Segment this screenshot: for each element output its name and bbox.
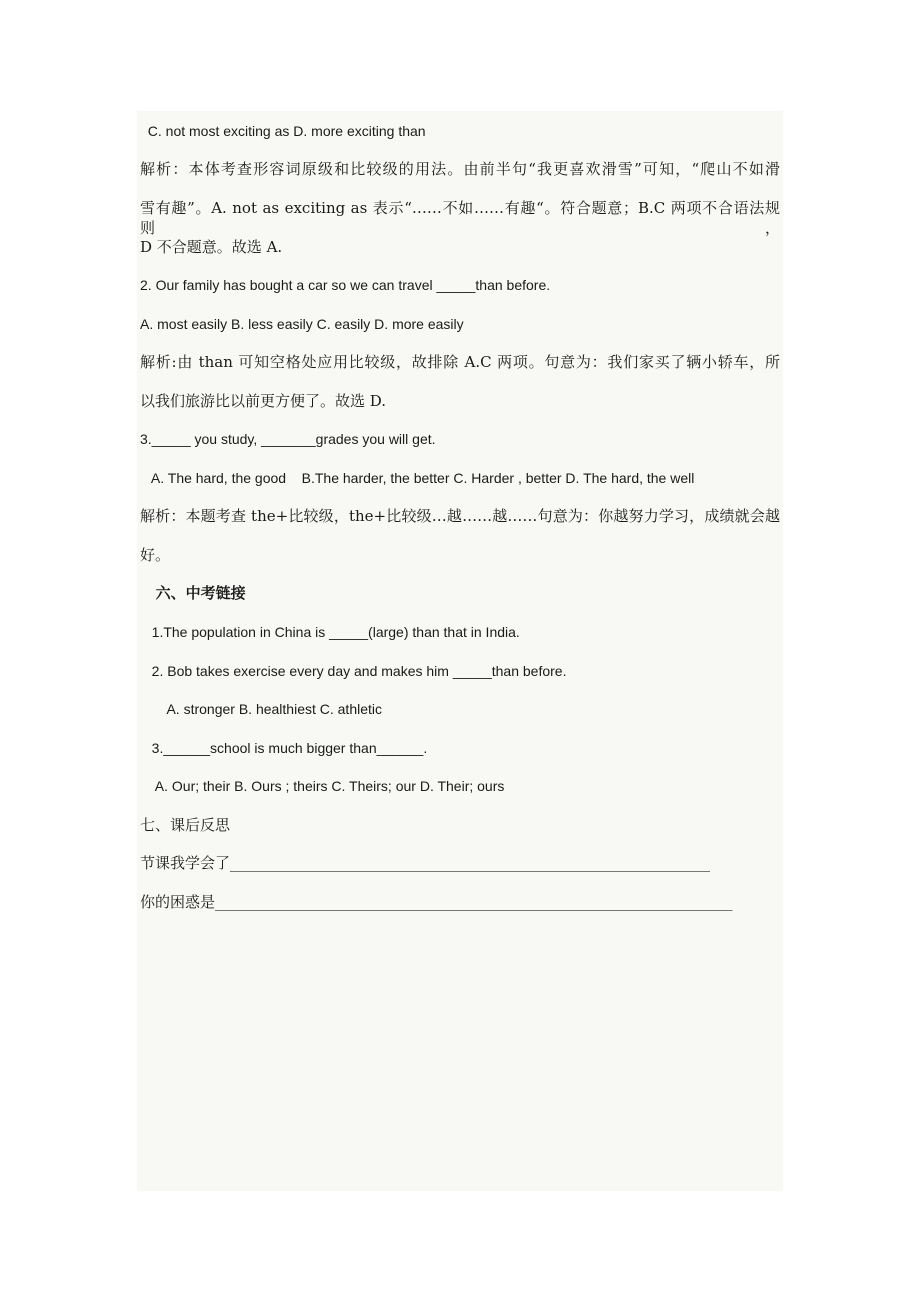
option-line: C. not most exciting as D. more exciting than: [140, 123, 426, 139]
reflection-line: 你的困惑是_____________________________________________________________________: [140, 893, 733, 911]
question-line: 2. Our family has bought a car so we can travel _____than before.: [140, 277, 551, 293]
question-line: 3._____ you study, _______grades you will get.: [140, 431, 436, 447]
section-heading: 六、中考链接: [140, 584, 246, 602]
analysis-line: 解析：本题考查 the+比较级，the+比较级…越……越……句意为：你越努力学习，成绩就会越: [140, 507, 780, 525]
document-page: [137, 111, 783, 1191]
analysis-line: 以我们旅游比以前更方便了。故选 D.: [140, 392, 387, 410]
option-line: A. stronger B. healthiest C. athletic: [140, 701, 383, 717]
option-line: A. most easily B. less easily C. easily D. more easily: [140, 316, 464, 332]
section-heading: 七、课后反思: [140, 816, 231, 834]
option-line: A. The hard, the good B.The harder, the better C. Harder , better D. The hard, the well: [140, 470, 695, 486]
analysis-line: 雪有趣”。A. not as exciting as 表示“……不如……有趣“。符合题意；B.C 两项不合语法规则，: [140, 199, 780, 237]
question-line: 2. Bob takes exercise every day and makes him _____than before.: [140, 663, 567, 679]
question-line: 1.The population in China is _____(large) than that in India.: [140, 624, 520, 640]
analysis-line: 解析:由 than 可知空格处应用比较级，故排除 A.C 两项。句意为：我们家买了辆小轿车，所: [140, 353, 780, 371]
analysis-line: D 不合题意。故选 A.: [140, 238, 283, 256]
reflection-line: 节课我学会了________________________________________________________________: [140, 854, 711, 872]
analysis-line: 解析：本体考查形容词原级和比较级的用法。由前半句“我更喜欢滑雪”可知，“爬山不如滑: [140, 160, 780, 178]
analysis-line: 好。: [140, 546, 171, 564]
question-line: 3.______school is much bigger than______.: [140, 740, 428, 756]
option-line: A. Our; their B. Ours ; theirs C. Theirs; our D. Their; ours: [140, 778, 505, 794]
